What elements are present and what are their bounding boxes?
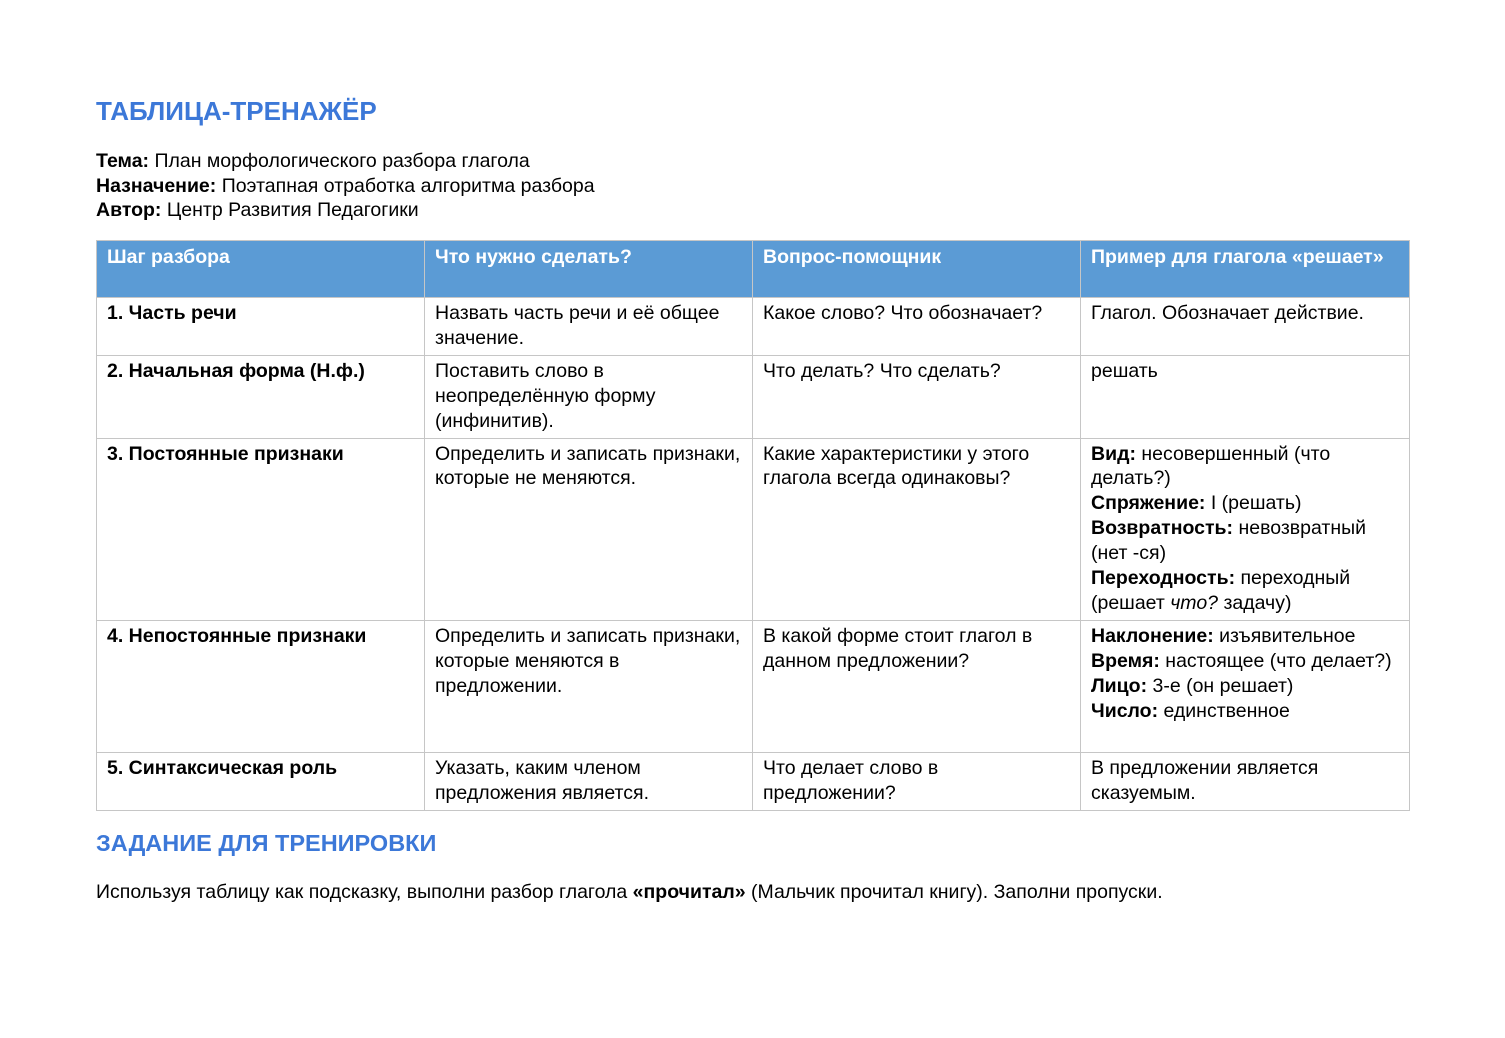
row-step: 2. Начальная форма (Н.ф.) bbox=[97, 355, 425, 438]
feature-label: Время: bbox=[1091, 649, 1160, 672]
row-action: Определить и записать признаки, которые не меняются. bbox=[425, 438, 753, 620]
feature-tense bbox=[1091, 649, 1400, 674]
feature-conjugation bbox=[1091, 491, 1400, 516]
header-step: Шаг разбора bbox=[97, 241, 425, 298]
header-action: Что нужно сделать? bbox=[425, 241, 753, 298]
meta-topic bbox=[96, 149, 595, 174]
meta-topic-value: План морфологического разбора глагола bbox=[149, 150, 530, 172]
header-example: Пример для глагола «решает» bbox=[1081, 241, 1410, 298]
feature-value: 3-е (он решает) bbox=[1147, 674, 1294, 697]
feature-value: I (решать) bbox=[1205, 492, 1302, 515]
table-row bbox=[97, 752, 1410, 810]
feature-label: Наклонение: bbox=[1091, 624, 1214, 647]
feature-label: Вид: bbox=[1091, 442, 1136, 465]
feature-value: изъявительное bbox=[1213, 624, 1356, 647]
feature-label: Переходность: bbox=[1091, 567, 1236, 590]
analysis-table bbox=[96, 240, 1410, 811]
row-example bbox=[1081, 620, 1410, 752]
feature-label: Лицо: bbox=[1091, 674, 1148, 697]
feature-value: настоящее (что делает?) bbox=[1159, 649, 1392, 672]
feature-value: переходный (решает bbox=[1091, 567, 1351, 614]
row-question: Что делать? Что сделать? bbox=[753, 355, 1081, 438]
feature-mood bbox=[1091, 624, 1400, 649]
feature-label: Возвратность: bbox=[1091, 517, 1234, 540]
row-example bbox=[1081, 438, 1410, 620]
feature-person bbox=[1091, 674, 1400, 699]
feature-transitivity bbox=[1091, 566, 1400, 616]
row-step: 1. Часть речи bbox=[97, 298, 425, 356]
feature-value-after: задачу) bbox=[1218, 591, 1292, 614]
task-text bbox=[96, 879, 1163, 905]
document-title: ТАБЛИЦА-ТРЕНАЖЁР bbox=[96, 96, 377, 126]
meta-author bbox=[96, 198, 595, 223]
feature-aspect bbox=[1091, 442, 1400, 492]
meta-author-value: Центр Развития Педагогики bbox=[161, 199, 419, 221]
feature-value: несовершенный (что делать?) bbox=[1091, 442, 1331, 490]
feature-value: единственное bbox=[1158, 699, 1290, 722]
row-example: решать bbox=[1081, 355, 1410, 438]
meta-purpose-label: Назначение: bbox=[96, 174, 217, 197]
meta-author-label: Автор: bbox=[96, 199, 162, 221]
row-action: Назвать часть речи и её общее значение. bbox=[425, 298, 753, 356]
row-example: В предложении является сказуемым. bbox=[1081, 752, 1410, 810]
row-step: 4. Непостоянные признаки bbox=[97, 620, 425, 752]
table-row bbox=[97, 620, 1410, 752]
row-example: Глагол. Обозначает действие. bbox=[1081, 298, 1410, 356]
feature-label: Спряжение: bbox=[1091, 492, 1206, 515]
row-question: Какое слово? Что обозначает? bbox=[753, 298, 1081, 356]
meta-purpose bbox=[96, 174, 595, 199]
table-row bbox=[97, 298, 1410, 356]
task-text-after: (Мальчик прочитал книгу). Заполни пропуски. bbox=[745, 881, 1163, 903]
feature-label: Число: bbox=[1091, 699, 1159, 722]
table-header-row bbox=[97, 241, 1410, 298]
document-meta bbox=[96, 149, 595, 223]
section-title: ЗАДАНИЕ ДЛЯ ТРЕНИРОВКИ bbox=[96, 830, 437, 856]
table-row bbox=[97, 438, 1410, 620]
task-text-before: Используя таблицу как подсказку, выполни разбор глагола bbox=[96, 881, 633, 903]
header-question: Вопрос-помощник bbox=[753, 241, 1081, 298]
row-question: Какие характеристики у этого глагола всегда одинаковы? bbox=[753, 438, 1081, 620]
row-action: Указать, каким членом предложения является. bbox=[425, 752, 753, 810]
row-question: В какой форме стоит глагол в данном предложении? bbox=[753, 620, 1081, 752]
row-step: 5. Синтаксическая роль bbox=[97, 752, 425, 810]
meta-purpose-value: Поэтапная отработка алгоритма разбора bbox=[216, 174, 595, 197]
task-verb: «прочитал» bbox=[632, 881, 746, 903]
feature-number bbox=[1091, 699, 1400, 724]
table-row bbox=[97, 355, 1410, 438]
row-step: 3. Постоянные признаки bbox=[97, 438, 425, 620]
feature-reflexivity bbox=[1091, 516, 1400, 566]
feature-value-italic: что? bbox=[1170, 591, 1219, 614]
row-action: Определить и записать признаки, которые меняются в предложении. bbox=[425, 620, 753, 752]
meta-topic-label: Тема: bbox=[96, 150, 150, 172]
row-question: Что делает слово в предложении? bbox=[753, 752, 1081, 810]
feature-value: невозвратный (нет -ся) bbox=[1091, 517, 1367, 565]
row-action: Поставить слово в неопределённую форму (инфинитив). bbox=[425, 355, 753, 438]
